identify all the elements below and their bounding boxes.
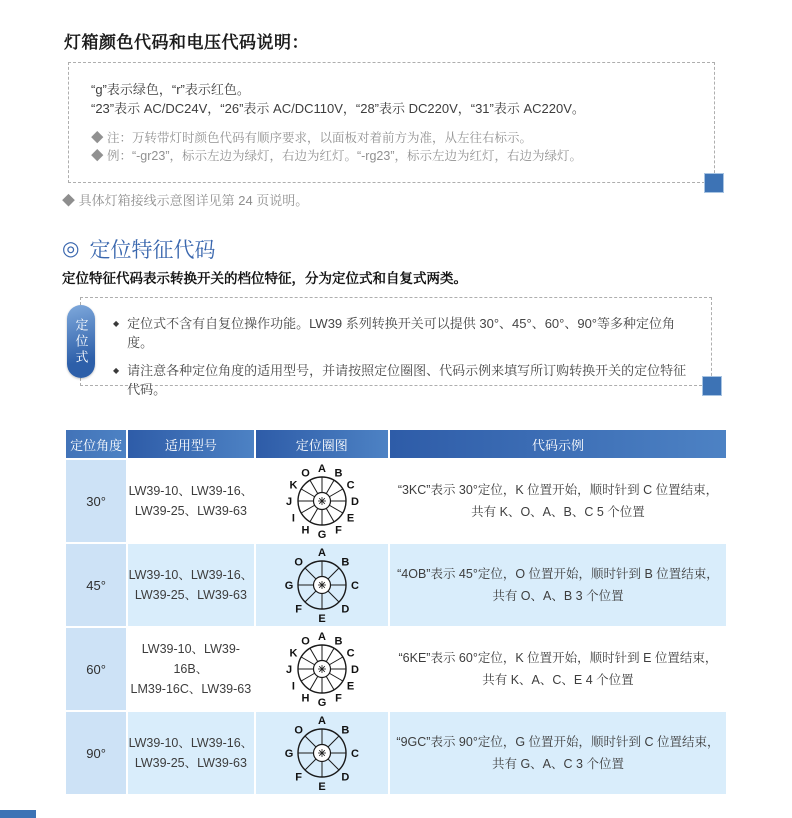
bullet-text: 定位式不含有自复位操作功能。LW39 系列转换开关可以提供 30°、45°、60°、90°等多种定位角度。 <box>127 316 676 350</box>
svg-text:G: G <box>284 748 294 760</box>
color-code-note-box <box>68 62 715 183</box>
svg-text:I: I <box>291 512 295 525</box>
svg-text:I: I <box>291 680 295 693</box>
corner-accent-square <box>702 376 722 396</box>
svg-text:F: F <box>295 603 302 616</box>
wiring-diagram-note: ◆ 具体灯箱接线示意图详见第 24 页说明。 <box>62 193 309 208</box>
svg-text:K: K <box>289 647 298 660</box>
cell-example <box>390 460 726 542</box>
order-note: ◆ 注：万转带灯时颜色代码有顺序要求，以面板对着前方为准，从左往右标示。 <box>91 131 532 145</box>
color-code-line: “g”表示绿色，“r”表示红色。 <box>91 82 250 97</box>
section-title: 定位特征代码 <box>89 239 216 262</box>
svg-text:K: K <box>289 479 298 492</box>
voltage-code-line: “23”表示 AC/DC24V，“26”表示 AC/DC110V，“28”表示 DC220V，“31”表示 AC220V。 <box>91 101 585 116</box>
svg-text:A: A <box>317 547 326 559</box>
cell-models <box>128 628 253 710</box>
section-heading <box>62 234 215 264</box>
svg-text:E: E <box>346 512 354 525</box>
svg-text:F: F <box>334 524 342 537</box>
svg-text:D: D <box>350 664 359 676</box>
example-line: “4OB”表示 45°定位，O 位置开始，顺时针到 B 位置结束， <box>397 567 719 581</box>
table-row <box>66 628 726 710</box>
svg-text:A: A <box>317 463 326 475</box>
page-title: 灯箱颜色代码和电压代码说明： <box>64 33 309 52</box>
bullseye-icon: ◎ <box>62 238 80 260</box>
example-note: ◆ 例：“-gr23”，标示左边为绿灯，右边为红灯。“-rg23”，标示左边为红灯，右边为绿灯。 <box>91 149 582 163</box>
cell-models <box>128 544 253 626</box>
example-line: 共有 K、O、A、B、C 5 个位置 <box>471 505 645 519</box>
positioning-dial-diagram <box>281 712 363 794</box>
positioning-dial-diagram <box>281 628 363 710</box>
models-line: LW39-25、LW39-63 <box>134 756 247 770</box>
svg-text:B: B <box>341 724 350 737</box>
svg-text:C: C <box>350 748 359 760</box>
svg-text:B: B <box>341 556 350 569</box>
cell-dial <box>256 712 388 794</box>
cell-angle: 60° <box>66 628 126 710</box>
svg-text:O: O <box>294 556 303 569</box>
bullet-icon: ◆ <box>113 366 120 375</box>
svg-text:H: H <box>301 692 310 705</box>
svg-text:A: A <box>317 631 326 643</box>
svg-text:O: O <box>294 724 303 737</box>
table-row <box>66 460 726 542</box>
example-line: “6KE”表示 60°定位，K 位置开始，顺时针到 E 位置结束， <box>398 651 718 665</box>
svg-text:D: D <box>341 603 350 616</box>
models-line: LW39-25、LW39-63 <box>134 588 247 602</box>
models-line: LW39-10、LW39-16B、 <box>141 642 240 676</box>
col-header-example: 代码示例 <box>390 430 726 458</box>
svg-text:J: J <box>285 496 292 508</box>
svg-text:E: E <box>346 680 354 693</box>
models-line: LW39-10、LW39-16、 <box>128 736 254 750</box>
svg-text:F: F <box>334 692 342 705</box>
svg-text:G: G <box>284 580 294 592</box>
cell-dial <box>256 460 388 542</box>
svg-text:G: G <box>317 529 327 541</box>
section-subtitle: 定位特征代码表示转换开关的档位特征，分为定位式和自复式两类。 <box>62 271 467 286</box>
col-header-angle: 定位角度 <box>66 430 126 458</box>
example-line: “9GC”表示 90°定位，G 位置开始，顺时针到 C 位置结束， <box>396 735 720 749</box>
footer-accent-bar <box>0 810 36 818</box>
cell-models <box>128 460 253 542</box>
cell-example <box>390 628 726 710</box>
cell-dial <box>256 544 388 626</box>
svg-text:O: O <box>300 635 310 648</box>
svg-text:D: D <box>341 771 350 784</box>
cell-angle: 30° <box>66 460 126 542</box>
cell-dial <box>256 628 388 710</box>
svg-text:A: A <box>317 715 326 727</box>
models-line: LM39-16C、LW39-63 <box>130 682 252 696</box>
models-line: LW39-10、LW39-16、 <box>128 484 254 498</box>
cell-angle: 45° <box>66 544 126 626</box>
example-line: 共有 O、A、B 3 个位置 <box>492 589 624 603</box>
svg-text:C: C <box>350 580 359 592</box>
models-line: LW39-25、LW39-63 <box>134 504 247 518</box>
positioning-table <box>64 428 728 796</box>
table-row <box>66 712 726 794</box>
svg-text:D: D <box>350 496 359 508</box>
cell-angle: 90° <box>66 712 126 794</box>
svg-text:E: E <box>318 613 326 625</box>
table-header-row <box>66 430 726 458</box>
col-header-dial: 定位圈图 <box>256 430 388 458</box>
cell-example <box>390 712 726 794</box>
svg-text:J: J <box>285 664 292 676</box>
col-header-models: 适用型号 <box>128 430 253 458</box>
positioning-dial-diagram <box>281 544 363 626</box>
corner-accent-square <box>704 173 724 193</box>
svg-text:O: O <box>300 467 310 480</box>
bullet-icon: ◆ <box>113 319 120 328</box>
svg-text:F: F <box>295 771 302 784</box>
example-line: 共有 G、A、C 3 个位置 <box>491 757 624 771</box>
models-line: LW39-10、LW39-16、 <box>128 568 254 582</box>
svg-text:C: C <box>346 647 355 660</box>
svg-text:B: B <box>334 635 343 648</box>
bullet-text: 请注意各种定位角度的适用型号，并请按照定位圈图、代码示例来填写所订购转换开关的定位特征代码。 <box>127 363 687 397</box>
table-row <box>66 544 726 626</box>
positioning-dial-diagram <box>281 460 363 542</box>
example-line: 共有 K、A、C、E 4 个位置 <box>482 673 634 687</box>
cell-models <box>128 712 253 794</box>
positioning-bullet <box>113 314 697 352</box>
svg-text:G: G <box>317 697 327 709</box>
example-line: “3KC”表示 30°定位，K 位置开始，顺时针到 C 位置结束， <box>397 483 719 497</box>
svg-text:E: E <box>318 781 326 793</box>
positioning-bullet <box>113 361 697 399</box>
positioning-type-badge: 定位式 <box>67 305 95 378</box>
svg-text:H: H <box>301 524 310 537</box>
positioning-type-box <box>73 297 712 397</box>
svg-text:B: B <box>334 467 343 480</box>
svg-text:C: C <box>346 479 355 492</box>
cell-example <box>390 544 726 626</box>
